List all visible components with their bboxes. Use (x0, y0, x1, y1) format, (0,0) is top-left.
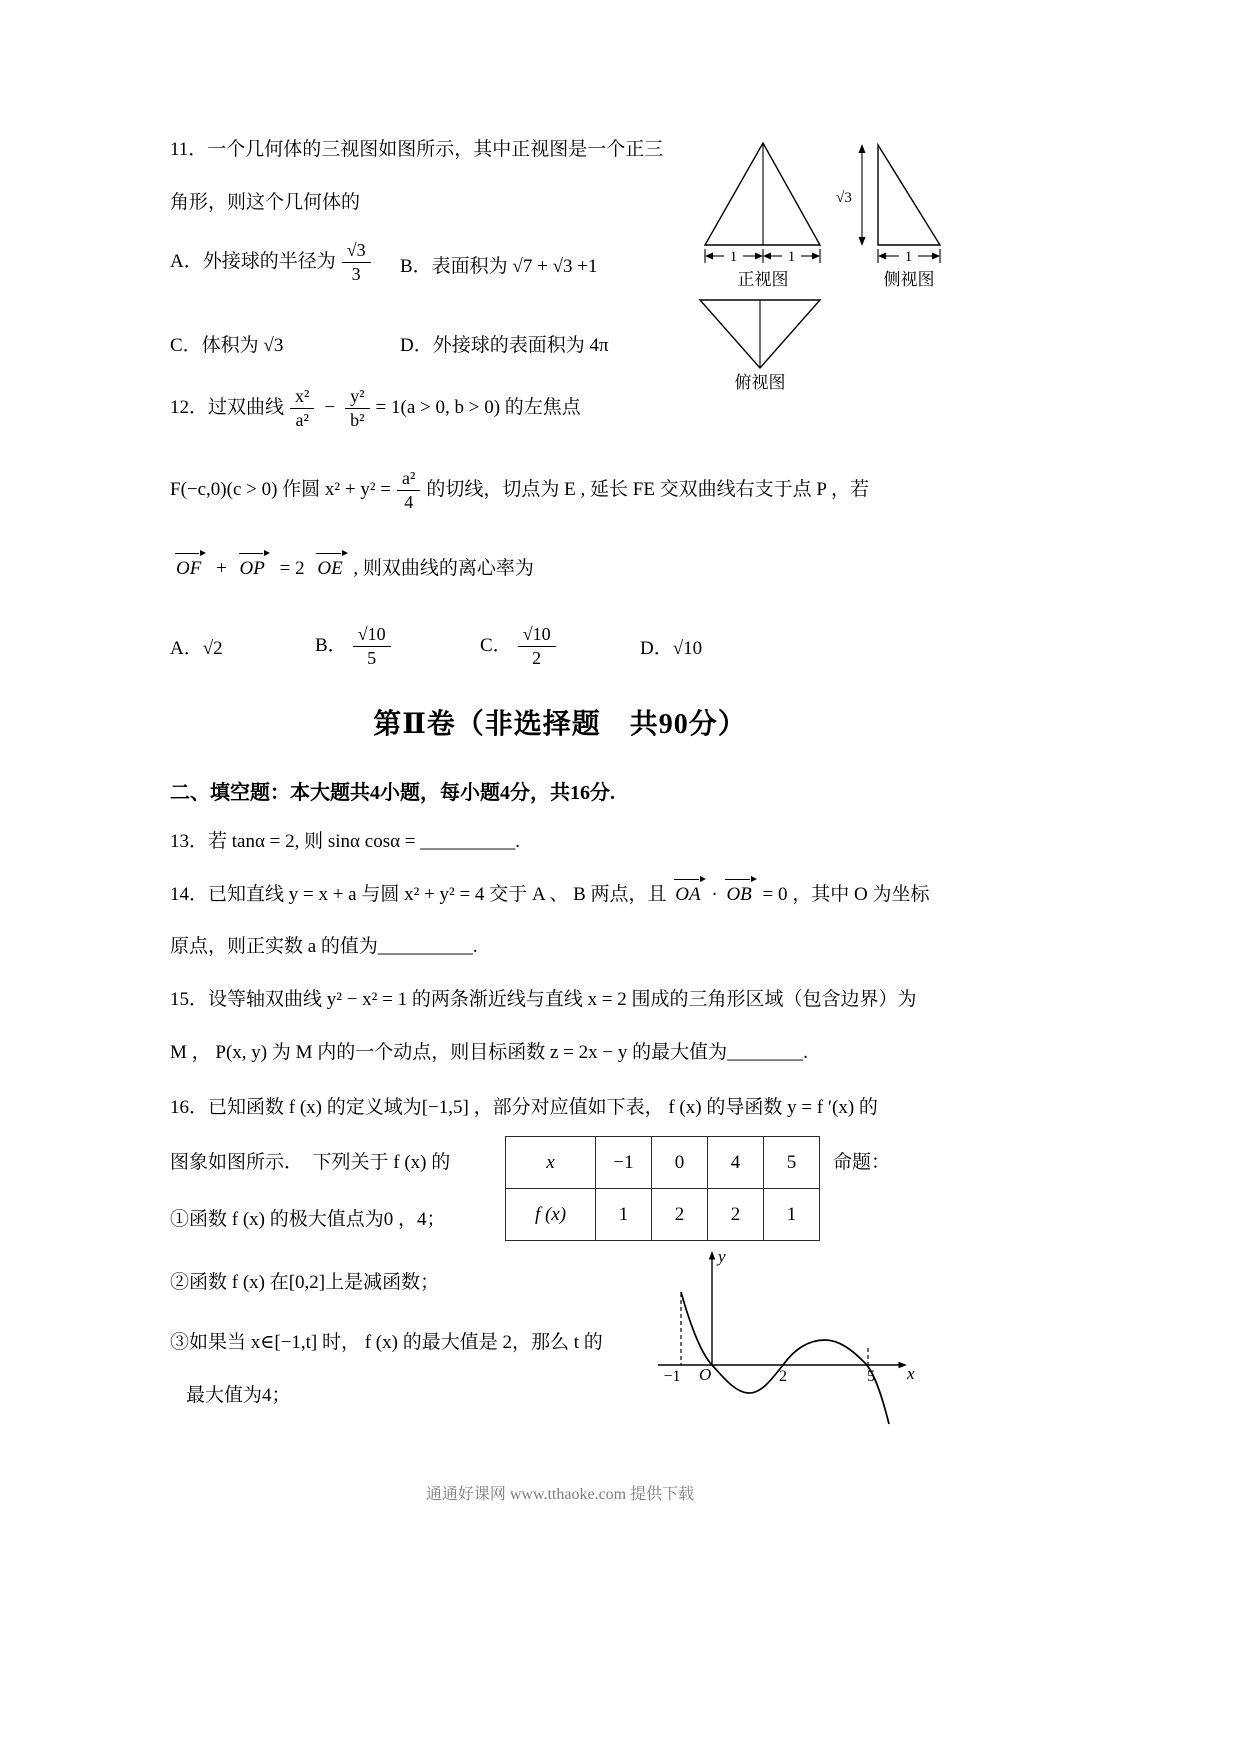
fraction-denominator: 4 (404, 491, 414, 512)
q12-option-a-value: √2 (202, 638, 223, 659)
fraction-denominator: 5 (367, 647, 377, 668)
table-header-row (506, 1137, 820, 1189)
side-height-label: √3 (836, 190, 852, 206)
fraction-numerator: √10 (353, 624, 391, 647)
q12-option-a (170, 636, 223, 662)
fraction-denominator: 3 (351, 263, 361, 284)
q12-line3 (172, 556, 534, 582)
q12-option-b (315, 624, 397, 668)
table-cell: 2 (652, 1189, 708, 1241)
q16-value-table (505, 1136, 820, 1241)
top-view (700, 300, 820, 392)
fraction-numerator: √10 (518, 624, 556, 647)
derivative-graph (650, 1248, 930, 1443)
q12-line1 (170, 386, 581, 430)
q14-line2: 原点，则正实数 a 的值为__________. (170, 936, 478, 957)
table-cell: 0 (652, 1137, 708, 1189)
table-cell: −1 (596, 1137, 652, 1189)
section2-subtitle: 二、填空题：本大题共4小题，每小题4分，共16分. (170, 782, 615, 804)
q12-tail1: = 1(a > 0, b > 0) 的左焦点 (375, 397, 581, 419)
q15-line1: 15．设等轴双曲线 y² − x² = 1 的两条渐近线与直线 x = 2 围成的三角形区域（包含边界）为 (170, 989, 917, 1010)
q14-line1 (170, 882, 929, 908)
q16-line2: 图象如图所示． 下列关于 f (x) 的 (170, 1152, 451, 1173)
fraction (353, 624, 391, 668)
q11-option-a (170, 240, 377, 284)
plus-operator: + (216, 558, 227, 579)
side-dim-label: 1 (904, 249, 913, 265)
fraction-numerator: √3 (342, 240, 371, 263)
q12-option-d (640, 636, 702, 662)
table-cell: f (x) (506, 1189, 596, 1241)
q12-option-d-value: √10 (672, 638, 703, 659)
q11-option-a-label: A．外接球的半径为 (170, 251, 336, 273)
table-cell: 2 (708, 1189, 764, 1241)
front-dim-right-label: 1 (787, 249, 796, 265)
q16-line1: 16．已知函数 f (x) 的定义域为[−1,5] ，部分对应值如下表， f (x) 的导函数 y = f ′(x) 的 (170, 1097, 878, 1118)
q16-item3b: 最大值为4； (186, 1385, 291, 1406)
top-view-label: 俯视图 (734, 373, 786, 392)
q11-option-c: C．体积为 √3 (170, 335, 284, 356)
equals-two: = 2 (279, 558, 305, 579)
tick-5-label: 5 (867, 1368, 875, 1385)
fraction (518, 624, 556, 668)
front-dim-left-label: 1 (729, 249, 738, 265)
table-cell: 4 (708, 1137, 764, 1189)
fraction-denominator: b² (350, 409, 365, 430)
q12-line2a: F(−c,0)(c > 0) 作圆 x² + y² = (170, 479, 391, 501)
q14-line1b: = 0 ，其中 O 为坐标 (762, 884, 930, 905)
q16-item2: ②函数 f (x) 在[0,2]上是减函数； (170, 1272, 440, 1293)
fraction-numerator: y² (345, 386, 369, 409)
q13-text: 13．若 tanα = 2, 则 sinα cosα = __________. (170, 831, 521, 852)
y-axis-label: y (718, 1248, 726, 1266)
vector-OE: OE (317, 556, 342, 582)
q12-option-c-label: C． (480, 635, 512, 657)
minus-operator: − (324, 397, 336, 419)
q12-option-a-label: A． (170, 638, 203, 659)
vector-OA: OA (675, 882, 700, 908)
vector-OB: OB (726, 882, 751, 908)
fraction-denominator: 2 (532, 647, 542, 668)
origin-label: O (699, 1365, 712, 1384)
fraction-numerator: a² (397, 468, 420, 491)
fraction (342, 240, 371, 284)
vector-OF: OF (176, 556, 201, 582)
q12-lead: 12．过双曲线 (170, 397, 285, 419)
table-cell: 1 (764, 1189, 820, 1241)
table-cell: 5 (764, 1137, 820, 1189)
q11-text-line2: 角形，则这个几何体的 (170, 192, 361, 213)
q16-item3a: ③如果当 x∈[−1,t] 时， f (x) 的最大值是 2，那么 t 的 (170, 1332, 603, 1353)
fraction-denominator: a² (295, 409, 309, 430)
q12-option-d-label: D． (640, 638, 673, 659)
front-view-label: 正视图 (737, 270, 789, 289)
q11-option-b: B．表面积为 √7 + √3 +1 (400, 256, 598, 277)
fraction (345, 386, 369, 430)
fraction-numerator: x² (290, 386, 314, 409)
graph-axes (658, 1251, 907, 1368)
x-axis-label: x (907, 1364, 915, 1383)
q15-line2: M ， P(x, y) 为 M 内的一个动点，则目标函数 z = 2x − y 的最大值为________. (170, 1042, 808, 1063)
tick-neg1-label: −1 (663, 1368, 681, 1385)
section2-title: 第Ⅱ卷（非选择题 共90分） (373, 709, 747, 740)
q16-item1: ①函数 f (x) 的极大值点为0 ，4； (170, 1209, 446, 1230)
dot-operator: · (711, 884, 718, 905)
side-view-label: 侧视图 (883, 270, 935, 289)
tick-2-label: 2 (779, 1368, 787, 1385)
table-value-row (506, 1189, 820, 1241)
q11-option-d: D．外接球的表面积为 4π (400, 335, 609, 356)
footer-watermark: 通通好课网 www.tthaoke.com 提供下载 (425, 1486, 695, 1503)
q16-after-table: 命题： (833, 1152, 891, 1173)
front-view (705, 143, 820, 289)
q12-line2b: 的切线，切点为 E , 延长 FE 交双曲线右支于点 P ，若 (426, 479, 870, 501)
fraction (290, 386, 314, 430)
q12-line3b: , 则双曲线的离心率为 (353, 558, 534, 579)
three-view-diagram (680, 130, 970, 400)
fraction (397, 468, 420, 512)
q12-option-c (480, 624, 562, 668)
table-cell: 1 (596, 1189, 652, 1241)
q14-line1a: 14．已知直线 y = x + a 与圆 x² + y² = 4 交于 A 、 B 两点，且 (170, 884, 667, 905)
q11-text-line1: 11．一个几何体的三视图如图所示，其中正视图是一个正三 (170, 139, 664, 160)
q12-line2 (170, 468, 869, 512)
q12-option-b-label: B． (315, 635, 347, 657)
side-view (836, 144, 940, 289)
table-cell: x (506, 1137, 596, 1189)
vector-OP: OP (240, 556, 265, 582)
